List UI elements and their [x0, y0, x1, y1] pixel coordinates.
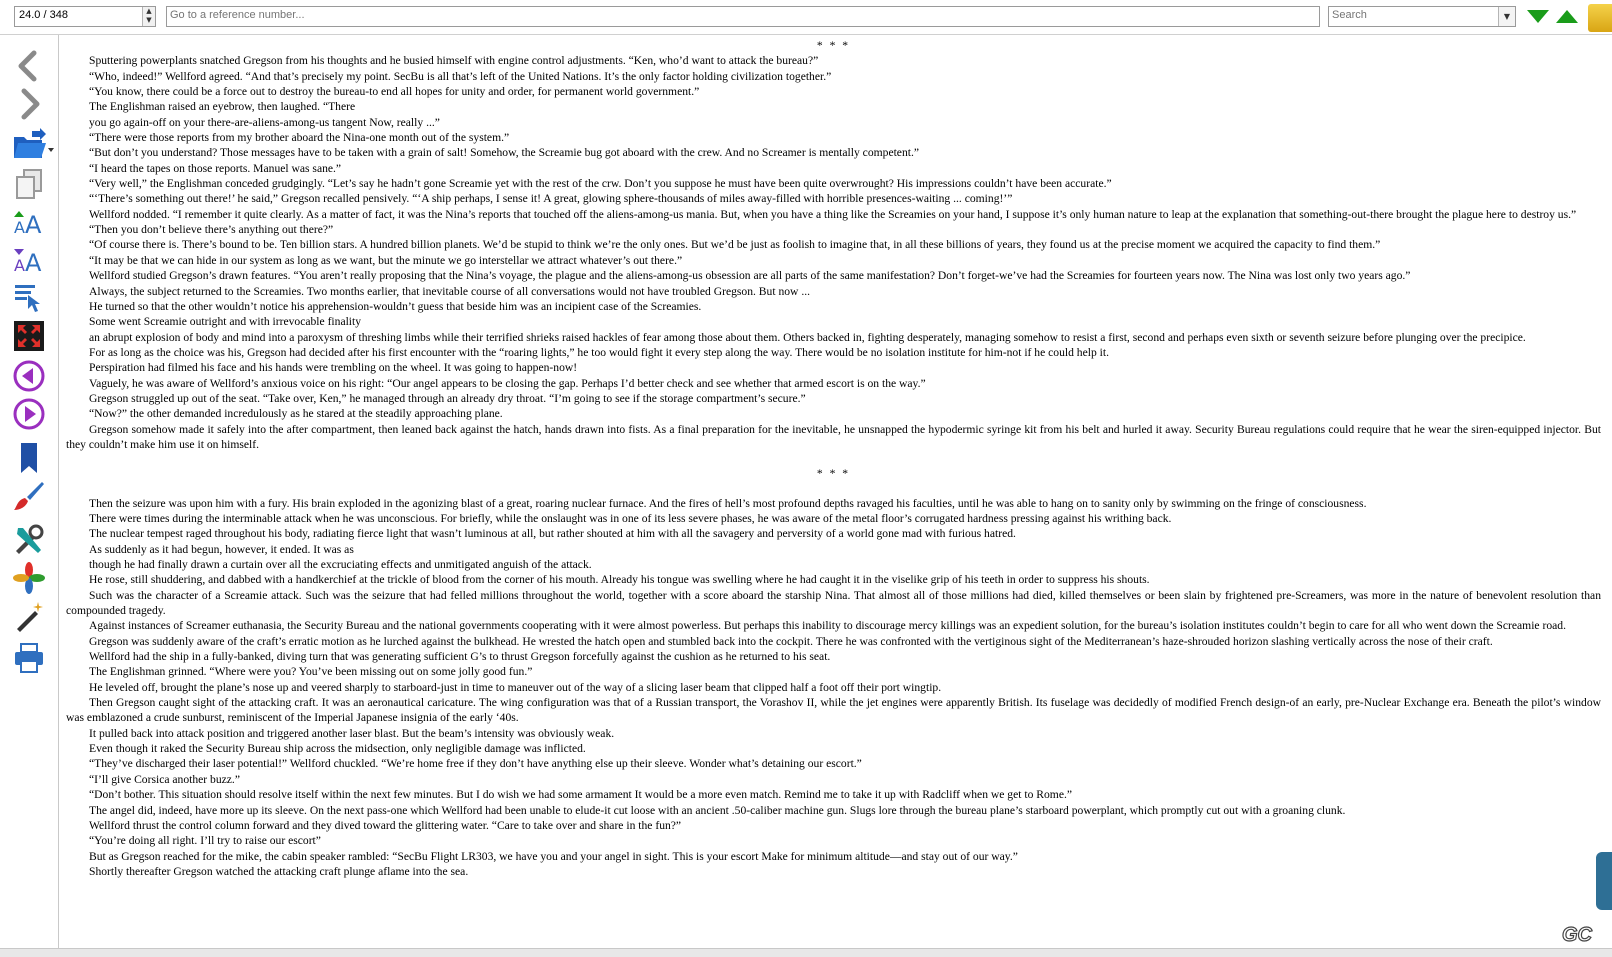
paragraph: “I heard the tapes on those reports. Manuel was sane.”	[89, 161, 342, 175]
paragraph: “You know, there could be a force out to destroy the bureau-to end all hopes for unity and order, for permanent world government.”	[89, 85, 700, 99]
reference-number-field[interactable]	[166, 6, 1320, 27]
paragraph: “Then you don’t believe there’s anything out there?”	[89, 223, 334, 237]
paragraph: you go again-off on your there-are-aliens-among-us tangent Now, really ...”	[89, 115, 440, 129]
paragraph: Against instances of Screamer euthanasia, the Security Bureau and the national governments cooperating with it were almost powerless. But perhaps this inability to discourage mercy killings was an expedient solution, for the bureau’s isolation institutes couldn’t begin to care for all who went down the Screamie road.	[89, 619, 1566, 633]
paragraph: Some went Screamie outright and with irrevocable finality	[89, 315, 362, 329]
find-previous-icon[interactable]	[1556, 10, 1578, 23]
paragraph: For as long as the choice was his, Gregson had decided after his first encounter with the “roaring lights,” he too would fight it every step along the way. There would be no isolation institute for him-not if he could help it.	[89, 345, 1110, 359]
spin-up-icon[interactable]: ▲	[146, 7, 152, 15]
paragraph: “Of course there is. There’s bound to be. Ten billion stars. A hundred billion planets. We’d be stupid to think we’re the only ones. But we’d be just as foolish to imagine that, in all these billions of years, they found us at the precise moment we acquired the capacity to find them.”	[89, 238, 1381, 252]
paragraph: The Englishman grinned. “Where were you? You’ve been missing out on some jolly good fun.”	[89, 665, 533, 679]
search-input[interactable]	[1332, 9, 1509, 21]
paragraph: “It may be that we can hide in our system as long as we want, but the minute we go interstellar we attract whatever’s out there.”	[89, 253, 683, 267]
paragraph: Wellford thrust the control column forward and they dived toward the glittering water. “Care to take over and share in the fun?”	[89, 818, 682, 832]
paragraph: “Don’t bother. This situation should resolve itself within the next few minutes. But I do wish we had some armament It would be a more even match. Remind me to take it up with Radcliff when we get to Rome.”	[89, 788, 1073, 802]
reference-number-input[interactable]	[170, 9, 1264, 21]
paragraph: Gregson struggled up out of the seat. “Take over, Ken,” he managed through an already dry throat. “I’m going to see if the storage compartment’s secure.”	[89, 391, 806, 405]
paragraph: “Very well,” the Englishman conceded grudgingly. “Let’s say he hadn’t gone Screamie yet with the rest of the crw. Don’t you suppose he must have been quite overwrought? His impressions couldn’t have been accurate.”	[89, 177, 1112, 191]
paragraph: “‘There’s something out there!’ he said,” Gregson recalled pensively. “‘A ship perhaps, I sense it! A great, glowing sphere-thousands of miles away-filled with horrible presences-waiting ... coming!’”	[89, 192, 1013, 206]
page-number-field[interactable]	[14, 6, 156, 27]
highlight-brush-icon[interactable]	[12, 479, 46, 513]
svg-text:A: A	[25, 211, 42, 239]
paragraph-gap	[66, 452, 1601, 466]
text-select-icon[interactable]	[12, 281, 46, 315]
page-number-value: 24.0 / 348	[19, 9, 68, 21]
section-separator: * * *	[816, 467, 851, 481]
paragraph: The Englishman raised an eyebrow, then laughed. “There	[89, 100, 356, 114]
paragraph: Wellford studied Gregson’s drawn features. “You aren’t really proposing that the Nina’s voyage, the plague and the aliens-among-us obsession are all parts of the same manifestation? Don’t forget-we’ve had the Screamies for fourteen years now. The Nina was lost only two years ago.”	[89, 269, 1411, 283]
section-separator: * * *	[816, 39, 851, 52]
side-panel-tab[interactable]	[1596, 852, 1612, 910]
paragraph: Then Gregson caught sight of the attacking craft. It was an aeronautical caricature. The wing configuration was that of a Russian transport, the Vorashov II, while the jet engines were apparently British. Its fuselage was decidedly of modified French design-of an early, pre-Nuclear Exchange era. Beneath the pilot’s window was emblazoned a crude sunburst, reminiscent of the Imperial Japanese insignia of the early ‘40s.	[66, 696, 1601, 725]
print-icon[interactable]	[12, 641, 46, 675]
paragraph: “Who, indeed!” Wellford agreed. “And that’s precisely my point. SecBu is all that’s left of the United Nations. It’s the only factor holding civilization together.”	[89, 69, 832, 83]
settings-tools-icon[interactable]	[12, 523, 46, 557]
paragraph: But as Gregson reached for the mike, the cabin speaker rambled: “SecBu Flight LR303, we have you and your angel in sight. This is your escort Make for minimum altitude—and stay out of our way.”	[89, 849, 1018, 863]
svg-text:A: A	[14, 256, 25, 275]
svg-text:A: A	[14, 218, 25, 237]
paragraph: “I’ll give Corsica another buzz.”	[89, 772, 240, 786]
paragraph: Shortly thereafter Gregson watched the attacking craft plunge aflame into the sea.	[89, 864, 469, 878]
fullscreen-icon[interactable]	[12, 319, 46, 353]
paragraph: “There were those reports from my brother aboard the Nina-one month out of the system.”	[89, 131, 510, 145]
search-dropdown-icon[interactable]: ▼	[1498, 7, 1515, 26]
paragraph: an abrupt explosion of body and mind into a paroxysm of threshing limbs while their terrified shrieks raised hackles of fear among those about them. Others backed in, fighting desperately, managing somehow to resist a first, second and perhaps even sixth or seventh seizure before plunging over the precipice.	[89, 330, 1526, 344]
left-sidebar	[0, 35, 59, 956]
increase-font-icon[interactable]	[12, 205, 46, 239]
paragraph: Wellford nodded. “I remember it quite clearly. As a matter of fact, it was the Nina’s reports that touched off the aliens-among-us mania. But, when you have a thing like the Screamies on your hand, I suppose it’s only human nature to leap at the explanation that something-out-there brought the plague here to destroy us.”	[89, 207, 1577, 221]
paragraph: Always, the subject returned to the Screamies. Two months earlier, that inevitable course of all conversations would not have troubled Gregson. But now ...	[89, 284, 811, 298]
paragraph: “Now?” the other demanded incredulously as he stared at the steadily approaching plane.	[89, 407, 503, 421]
paragraph: Gregson was suddenly aware of the craft’s erratic motion as he lurched against the bulkhead. He wrested the hatch open and stumbled back into the cockpit. There he was confronted with the vertiginous sight of the Mediterranean’s haze-shrouded horizon slashing vertically across the nose of their craft.	[89, 634, 1493, 648]
top-toolbar	[0, 0, 1612, 35]
notes-icon[interactable]	[1588, 4, 1612, 32]
magic-wand-icon[interactable]	[12, 599, 46, 633]
find-next-icon[interactable]	[1527, 10, 1549, 23]
paragraph: The angel did, indeed, have more up its sleeve. On the next pass-one which Wellford had been unable to elude-it cut loose with an ancient .50-caliber machine gun. Slugs lore through the bureau plane’s starboard powerplant, which promptly cut out with a groaning clunk.	[89, 803, 1346, 817]
paragraph: He leveled off, brought the plane’s nose up and veered sharply to starboard-just in time to maneuver out of the way of a slicing laser beam that clipped half a foot off their port wingtip.	[89, 680, 942, 694]
search-field[interactable]	[1328, 6, 1516, 27]
paragraph: Perspiration had filmed his face and his hands were trembling on the wheel. It was going to happen-now!	[89, 361, 578, 375]
paragraph: There were times during the interminable attack when he was unconscious. For briefly, while the onslaught was in one of its less severe phases, he was aware of the metal floor’s corrugated hardness pressing against his writhing back.	[89, 511, 1172, 525]
spin-down-icon[interactable]: ▼	[146, 16, 152, 24]
open-folder-icon[interactable]	[12, 127, 56, 161]
paragraph: Such was the character of a Screamie attack. Such was the seizure that had felled millions throughout the world, together with a score aboard the starship Nina. That almost all of those millions had died, killed themselves or been slain by frightened pre-Screamers, was more in the nature of benevolent resolution than compounded tragedy.	[66, 588, 1601, 618]
paragraph: though he had finally drawn a curtain over all the excruciating effects and unmitigated anguish of the attack.	[89, 558, 592, 571]
paragraph: As suddenly as it had begun, however, it ended. It was as	[89, 542, 354, 556]
gc-watermark: GC	[1562, 924, 1592, 946]
previous-page-icon[interactable]	[12, 359, 46, 393]
paragraph: The nuclear tempest raged throughout his body, radiating fierce light that wasn’t luminous at all, but rather shouted at him with all the savagery and perversity of a world gone mad with furious hatred.	[89, 527, 1016, 541]
paragraph: Even though it raked the Security Bureau ship across the midsection, only negligible damage was inflicted.	[89, 742, 586, 756]
paragraph: He turned so that the other wouldn’t notice his apprehension-wouldn’t guess that beside him was an incipient case of the Screamies.	[89, 299, 702, 313]
paragraph: “But don’t you understand? Those messages have to be taken with a grain of salt! Somehow, the Screamie bug got aboard with the crew. And no Screamer is mentally competent.”	[89, 146, 920, 160]
paragraph: “You’re doing all right. I’ll try to raise our escort”	[89, 834, 321, 848]
document-page	[66, 38, 1601, 948]
paragraph: Then the seizure was upon him with a fury. His brain exploded in the agonizing blast of a great, roaring nuclear furnace. And the fires of hell’s most profound depths ravaged his faculties, until he was able to hang on to sanity only by swimming on the fringe of consciousness.	[89, 496, 1367, 510]
paragraph: Sputtering powerplants snatched Gregson from his thoughts and he busied himself with engine control adjustments. “Ken, who’d want to attack the bureau?”	[89, 54, 819, 68]
colors-icon[interactable]	[12, 561, 46, 595]
bookmark-icon[interactable]	[12, 441, 46, 475]
paragraph: Vaguely, he was aware of Wellford’s anxious voice on his right: “Our angel appears to be closing the gap. Perhaps I’d better check and see whether that armed escort is on the way.”	[89, 376, 926, 390]
decrease-font-icon[interactable]	[12, 243, 46, 277]
paragraph: “They’ve discharged their laser potential!” Wellford chuckled. “We’re home free if they don’t have anything else up their sleeve. Wonder what’s detaining our escort.”	[89, 757, 862, 771]
paragraph: Gregson somehow made it safely into the after compartment, then leaned back against the hatch, hands drawn into fists. As a final preparation for the inevitable, he unsnapped the hypodermic syringe kit from his belt and hurled it away. Security Bureau regulations could require that he wear the siren-equipped injector. But they couldn’t make him use it on himself.	[66, 422, 1601, 451]
back-arrow-icon[interactable]	[12, 49, 46, 83]
forward-arrow-icon[interactable]	[12, 87, 46, 121]
copy-pages-icon[interactable]	[12, 167, 46, 201]
paragraph-gap	[66, 482, 1601, 496]
svg-text:A: A	[25, 249, 42, 277]
paragraph: It pulled back into attack position and triggered another laser blast. But the beam’s intensity was obviously weak.	[89, 726, 615, 740]
page-spinner[interactable]	[142, 7, 155, 26]
next-page-icon[interactable]	[12, 397, 46, 431]
paragraph: Wellford had the ship in a fully-banked, diving turn that was generating sufficient G’s to thrust Gregson forcefully against the cushion as he returned to his seat.	[89, 650, 831, 664]
paragraph: He rose, still shuddering, and dabbed with a handkerchief at the trickle of blood from the corner of his mouth. Already his tongue was swelling where he had caught it in the viselike grip of his teeth in order to suppress his shouts.	[89, 573, 1150, 587]
